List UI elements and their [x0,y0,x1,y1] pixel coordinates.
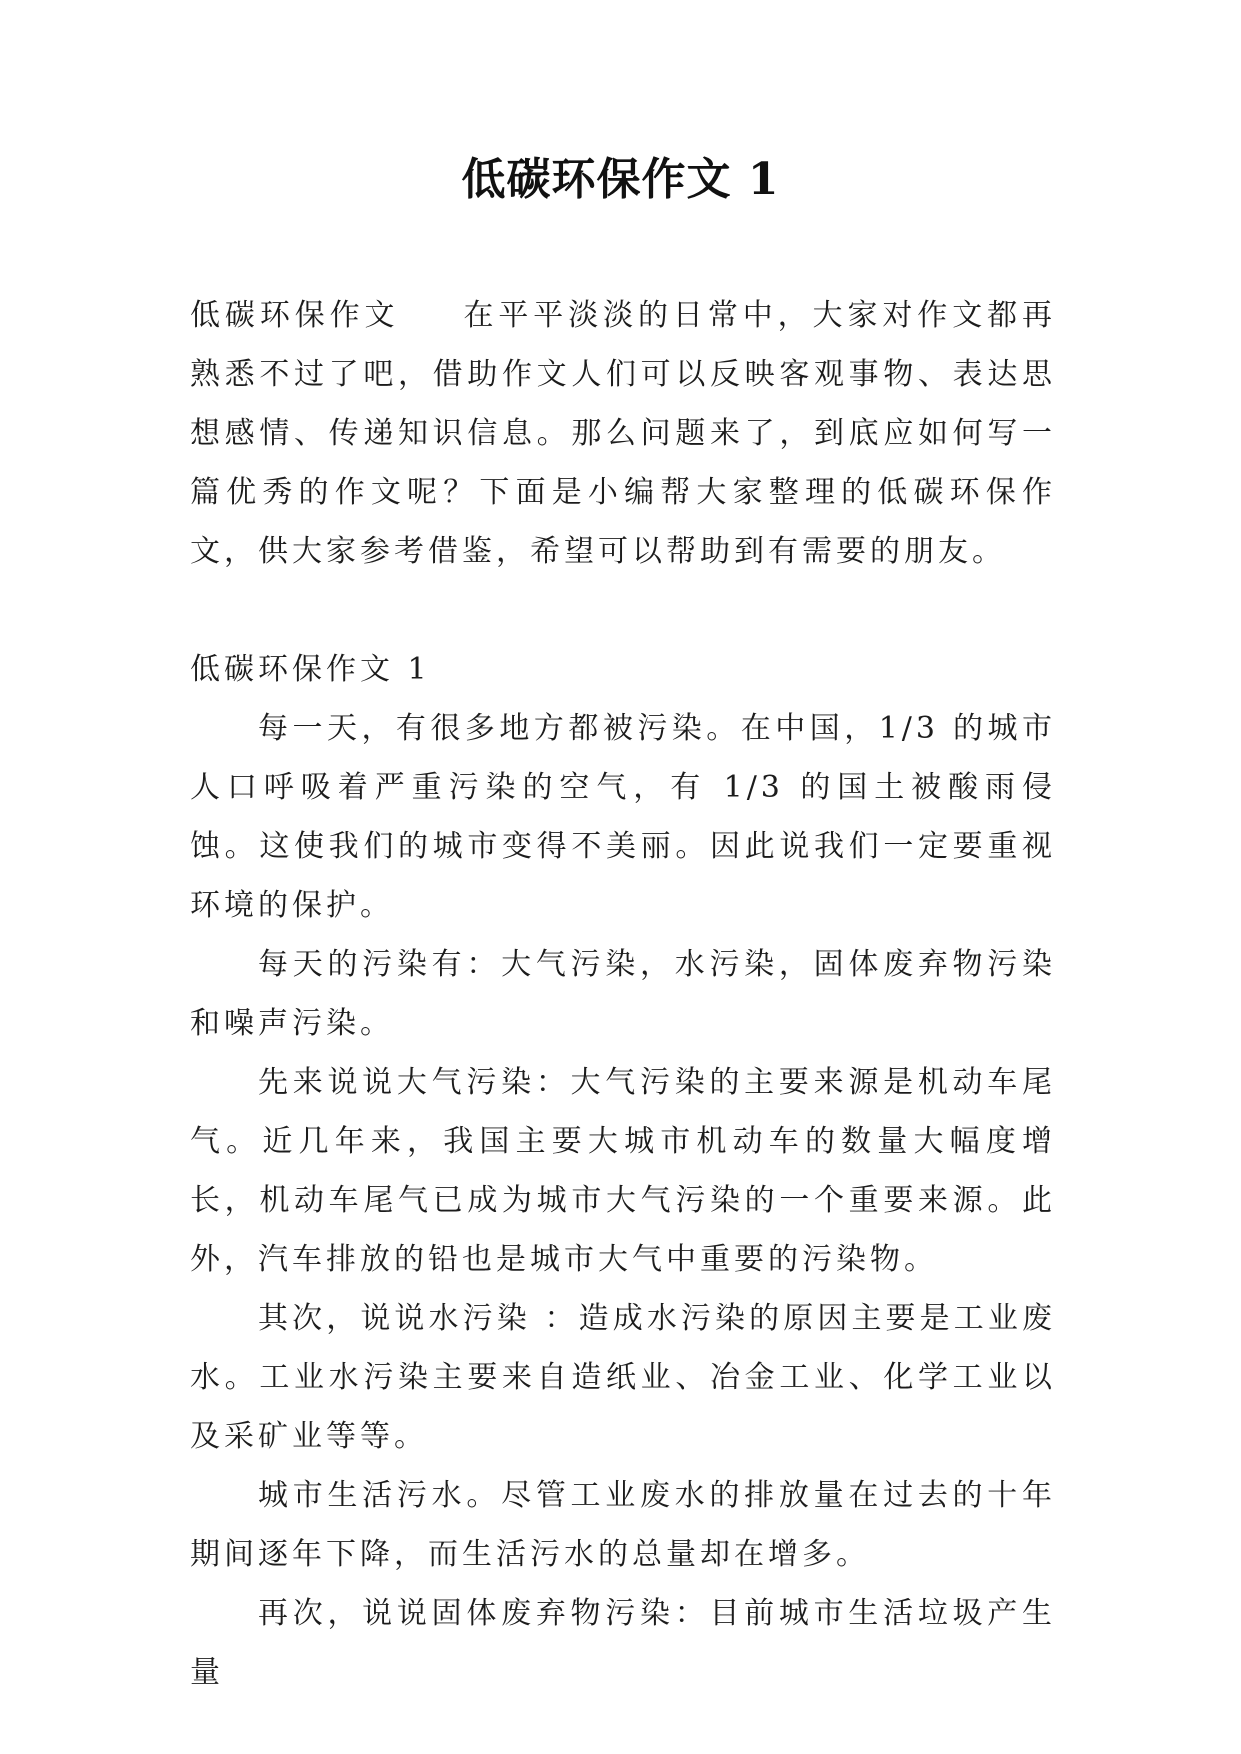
body-paragraph-3: 先来说说大气污染：大气污染的主要来源是机动车尾气。近几年来，我国主要大城市机动车的数量大幅度增长，机动车尾气已成为城市大气污染的一个重要来源。此外，汽车排放的铅也是城市大气中重要的污染物。 [190,1065,1056,1277]
document-title: 低碳环保作文 1 [461,154,780,205]
section-heading: 低碳环保作文 1 [190,652,431,687]
intro-text: 在平平淡淡的日常中，大家对作文都再熟悉不过了吧，借助作文人们可以反映客观事物、表达思想感情、传递知识信息。那么问题来了，到底应如何写一篇优秀的作文呢？下面是小编帮大家整理的低碳环保作文，供大家参考借鉴，希望可以帮助到有需要的朋友。 [190,298,1057,569]
body-paragraph-5: 城市生活污水。尽管工业废水的排放量在过去的十年期间逐年下降，而生活污水的总量却在增多。 [190,1478,1056,1572]
paragraph-spacer [190,581,1056,640]
intro-paragraph [190,286,1056,581]
body-paragraph-2: 每天的污染有：大气污染，水污染，固体废弃物污染和噪声污染。 [190,947,1056,1041]
body-paragraph-1: 每一天，有很多地方都被污染。在中国，1/3 的城市人口呼吸着严重污染的空气，有 1/3 的国土被酸雨侵蚀。这使我们的城市变得不美丽。因此说我们一定要重视环境的保护。 [190,711,1056,923]
body-paragraph-6: 再次，说说固体废弃物污染：目前城市生活垃圾产生量 [190,1596,1056,1690]
intro-heading: 低碳环保作文 [190,298,400,333]
body-paragraph-4: 其次，说说水污染 ：造成水污染的原因主要是工业废水。工业水污染主要来自造纸业、冶金工业、化学工业以及采矿业等等。 [190,1301,1056,1454]
document-body [190,286,1056,1702]
